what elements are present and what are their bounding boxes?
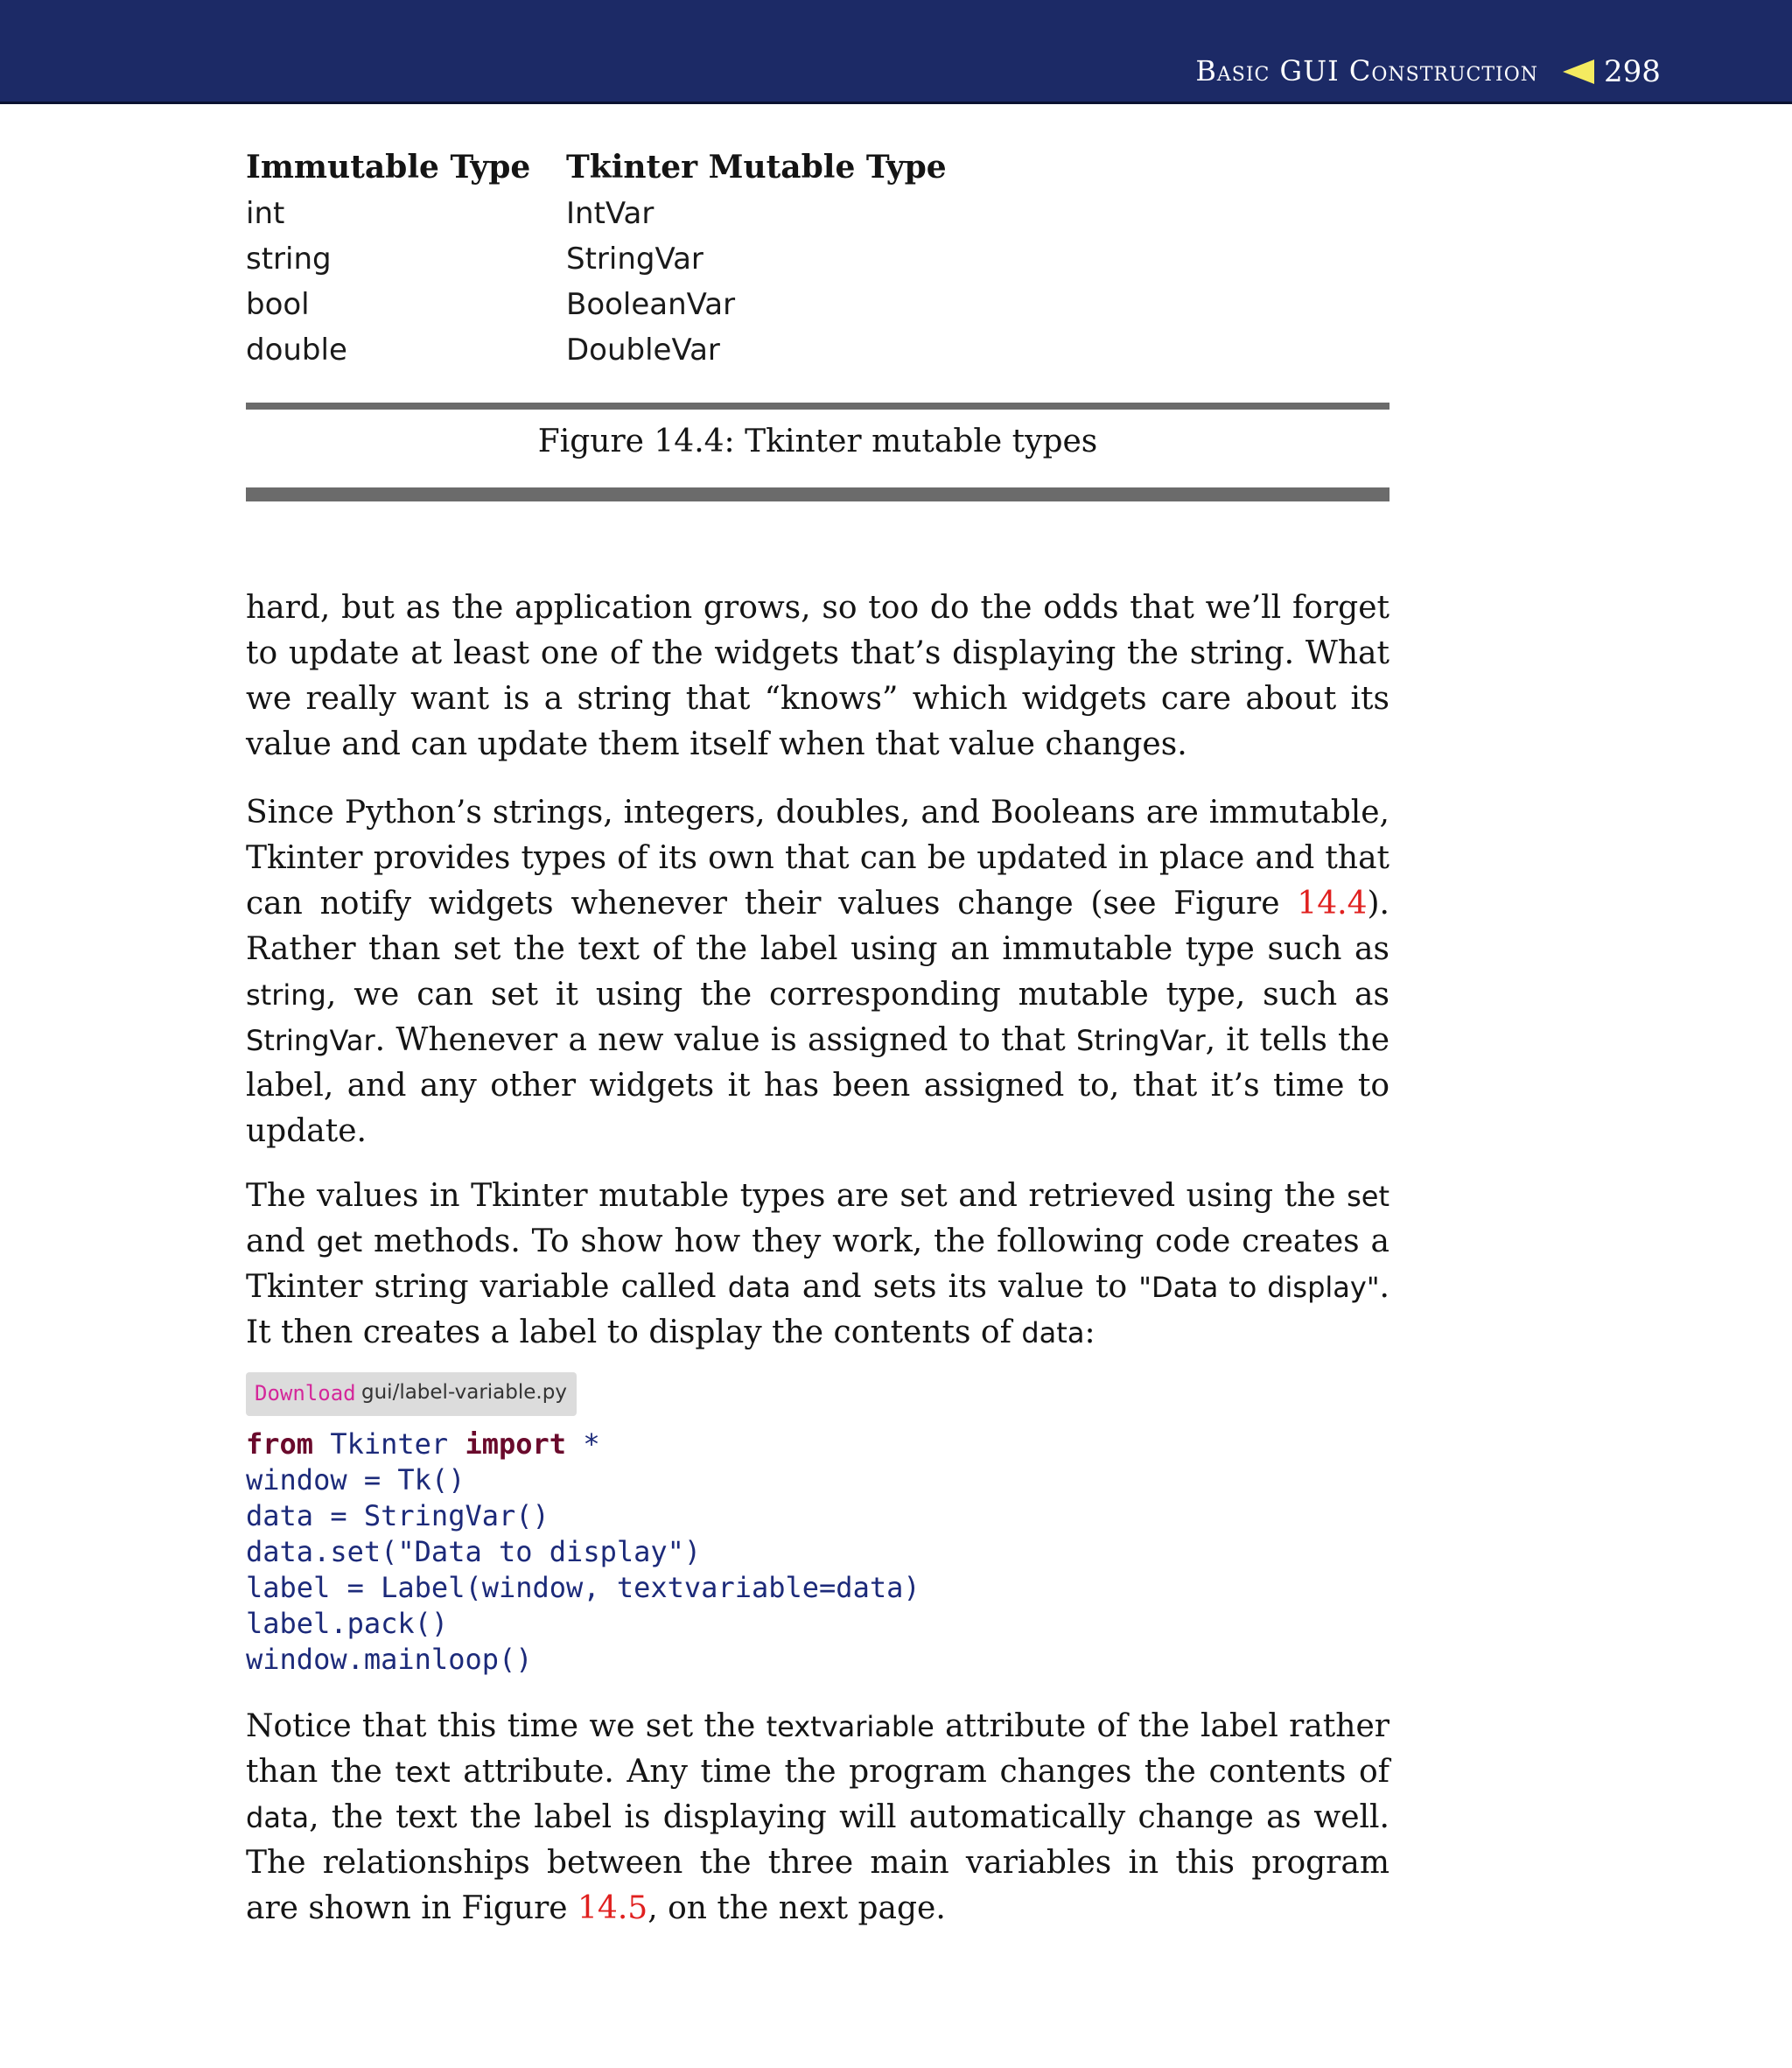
- table-cell: BooleanVar: [566, 287, 736, 322]
- code-term: StringVar: [246, 1024, 375, 1057]
- code-text: Tkinter: [313, 1427, 466, 1461]
- text-run: attribute of the label rather than the: [246, 1708, 1390, 1790]
- code-term: data: [246, 1801, 310, 1834]
- code-term: data: [727, 1271, 791, 1304]
- table-cell: bool: [246, 287, 310, 322]
- text-run: , the text the label is displaying will automatically change as well. The relationships between the three main variables in this program are shown in Figure: [246, 1799, 1390, 1926]
- table-row: [246, 333, 947, 378]
- table-cell: double: [246, 333, 347, 368]
- table-row: [246, 242, 947, 287]
- text-run: , it tells the label, and any other widgets it has been assigned to, that it’s time to update.: [246, 1022, 1390, 1149]
- text-run: , we can set it using the corresponding mutable type, such as: [326, 977, 1390, 1013]
- code-line: [246, 1427, 920, 1462]
- figure-caption: Figure 14.4: Tkinter mutable types: [537, 424, 1098, 459]
- download-link[interactable]: [246, 1372, 577, 1416]
- column-header-immutable: Immutable Type: [246, 149, 531, 186]
- page-header: [0, 0, 1792, 104]
- text-run: . It then creates a label to display the contents of: [246, 1269, 1390, 1350]
- paragraph-3: [246, 1174, 1390, 1356]
- code-term: get: [316, 1225, 363, 1258]
- code-term: StringVar: [1075, 1024, 1206, 1057]
- code-keyword: import: [465, 1427, 567, 1461]
- code-keyword: from: [246, 1427, 314, 1461]
- mutable-types-table: [246, 149, 947, 378]
- code-term: textvariable: [766, 1710, 934, 1743]
- text-run: , on the next page.: [648, 1890, 946, 1926]
- code-block: [246, 1427, 920, 1678]
- column-header-mutable: Tkinter Mutable Type: [566, 149, 947, 186]
- arrow-left-icon: [1563, 60, 1594, 84]
- text-run: Since Python’s strings, integers, doubles, and Booleans are immutable, Tkinter provides types of its own that can be updated in place and that can notify widgets whenever their values change (see Figure: [246, 795, 1390, 922]
- text-run: attribute. Any time the program changes the contents of: [450, 1754, 1390, 1790]
- code-text: *: [566, 1427, 600, 1461]
- code-line: label.pack(): [246, 1607, 449, 1640]
- figure-link-14-4[interactable]: 14.4: [1297, 886, 1368, 922]
- table-cell: StringVar: [566, 242, 704, 277]
- text-run: methods. To show how they work, the following code creates a Tkinter string variable called: [246, 1223, 1390, 1305]
- paragraph-4: [246, 1704, 1390, 1931]
- page-number: 298: [1604, 54, 1661, 89]
- figure-rule-top: [246, 403, 1390, 410]
- code-line: window = Tk(): [246, 1463, 466, 1497]
- table-row: [246, 196, 947, 242]
- text-run: The values in Tkinter mutable types are set and retrieved using the: [246, 1178, 1348, 1214]
- text-run: and sets its value to: [790, 1269, 1139, 1305]
- text-run: and: [246, 1223, 317, 1259]
- code-line: data = StringVar(): [246, 1499, 550, 1532]
- paragraph-1: hard, but as the application grows, so too do the odds that we’ll forget to update at least one of the widgets that’s displaying the string. What we really want is a string that “knows” which widgets care about its value and can update them itself when that value changes.: [246, 590, 1390, 762]
- paragraph-2: [246, 790, 1390, 1154]
- text-run: :: [1084, 1314, 1096, 1350]
- table-row: [246, 287, 947, 333]
- table-cell: DoubleVar: [566, 333, 720, 368]
- code-term: data: [1021, 1316, 1085, 1349]
- section-title: Basic GUI Construction: [1195, 54, 1538, 88]
- code-line: label = Label(window, textvariable=data): [246, 1571, 920, 1604]
- text-run: . Whenever a new value is assigned to that: [374, 1022, 1076, 1058]
- text-run: Notice that this time we set the: [246, 1708, 766, 1744]
- code-line: window.mainloop(): [246, 1643, 533, 1676]
- table-cell: IntVar: [566, 196, 654, 231]
- figure-link-14-5[interactable]: 14.5: [578, 1890, 648, 1926]
- code-term: string: [246, 978, 326, 1012]
- table-cell: int: [246, 196, 285, 231]
- text-run: ). Rather than set the text of the label using an immutable type such as: [246, 886, 1390, 967]
- code-term: "Data to display": [1138, 1271, 1380, 1304]
- code-term: text: [395, 1756, 451, 1789]
- figure-rule-bottom: [246, 487, 1390, 501]
- code-line: data.set("Data to display"): [246, 1535, 702, 1568]
- table-header-row: [246, 149, 947, 196]
- download-label[interactable]: Download: [255, 1381, 356, 1406]
- download-filename[interactable]: gui/label-variable.py: [361, 1381, 567, 1404]
- code-term: set: [1347, 1180, 1390, 1213]
- table-cell: string: [246, 242, 332, 277]
